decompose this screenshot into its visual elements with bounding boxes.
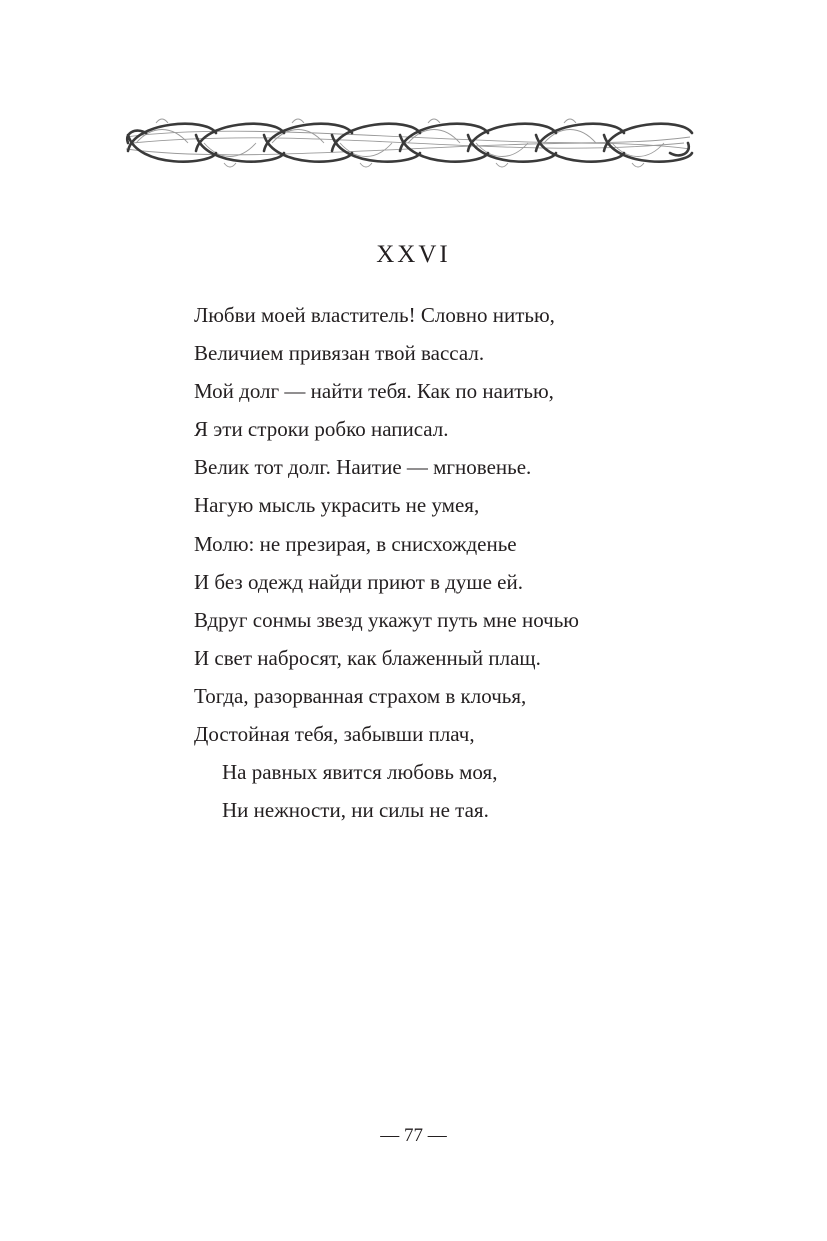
- sonnet-number: XXVI: [376, 241, 451, 268]
- poem-line: Вдруг сонмы звезд укажут путь мне ночью: [194, 607, 579, 632]
- poem-line: Величием привязан твой вассал.: [194, 341, 485, 366]
- ornament-stroke: [670, 143, 689, 155]
- poem-line: Тогда, разорванная страхом в клочья,: [194, 683, 527, 708]
- poem-line: На равных явится любовь моя,: [222, 760, 498, 785]
- ornament-stroke: [428, 119, 440, 123]
- poem-line: Ни нежности, ни силы не тая.: [222, 798, 489, 823]
- ornament-stroke: [224, 163, 236, 167]
- poem-line: И свет набросят, как блаженный плащ.: [194, 645, 541, 670]
- poem-line: Нагую мысль украсить не умея,: [194, 493, 480, 518]
- poem-line: И без одежд найди приют в душе ей.: [194, 569, 523, 594]
- flourish-divider-icon: [122, 112, 694, 174]
- page-number: — 77 —: [380, 1125, 447, 1146]
- poem-line: Я эти строки робко написал.: [194, 417, 449, 442]
- poem-line: Велик тот долг. Наитие — мгновенье.: [194, 455, 532, 480]
- ornament-stroke: [156, 119, 168, 123]
- ornament-stroke: [632, 163, 644, 167]
- poem-line: Молю: не презирая, в снисхожденье: [194, 531, 517, 556]
- ornament-stroke: [292, 119, 304, 123]
- poem-body: [194, 296, 754, 829]
- ornament-stroke: [564, 119, 576, 123]
- poem-line: Любви моей властитель! Словно нитью,: [194, 303, 555, 327]
- poem-line: Мой долг — найти тебя. Как по наитью,: [194, 379, 554, 404]
- poem-line: Достойная тебя, забывши плач,: [194, 722, 475, 747]
- ornament-stroke: [360, 163, 372, 167]
- ornament-stroke: [496, 163, 508, 167]
